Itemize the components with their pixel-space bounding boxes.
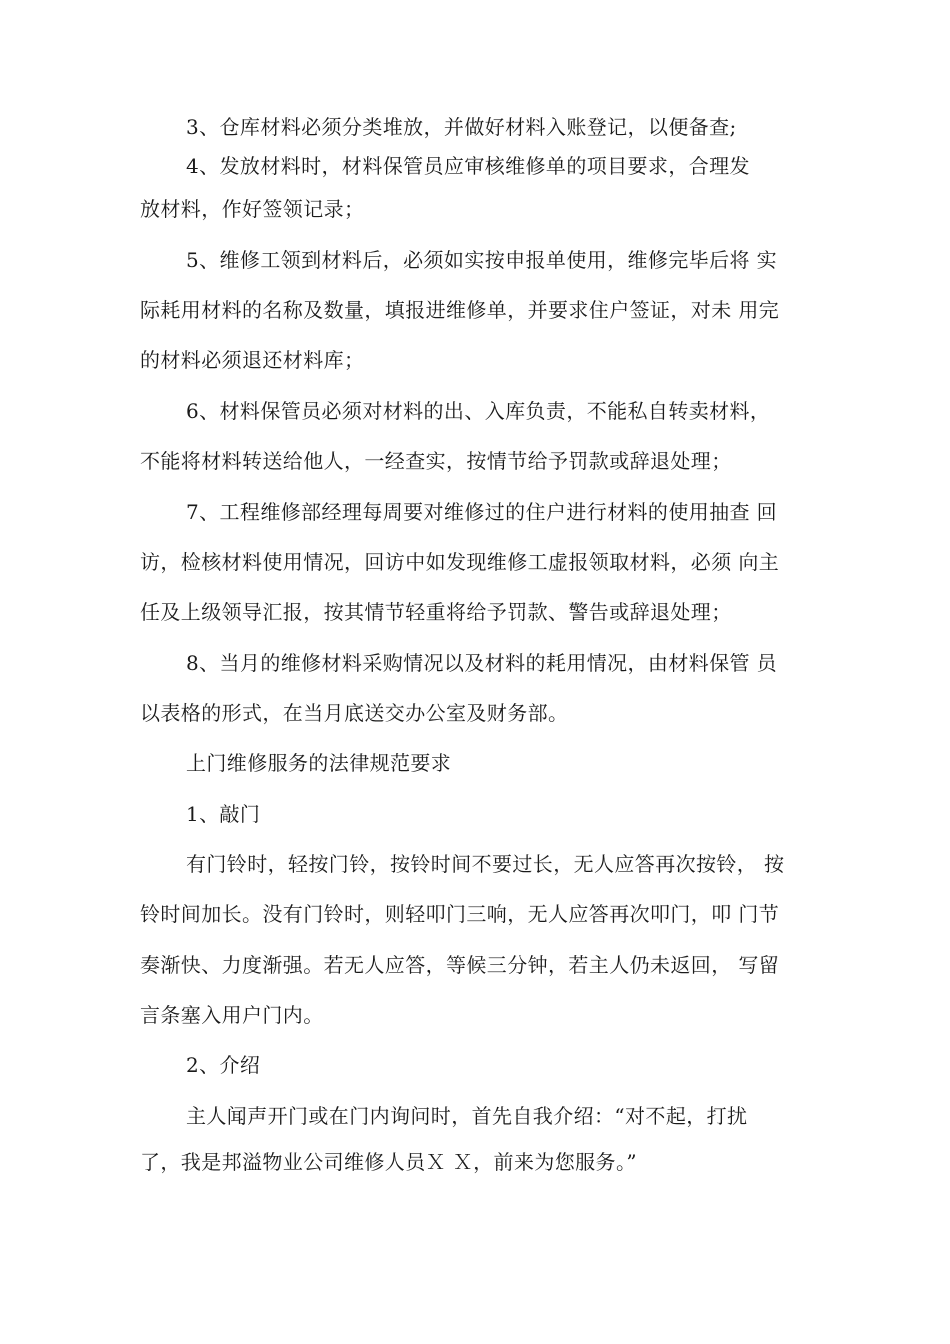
text-line: 6、材料保管员必须对材料的出、入库负责，不能私自转卖材料， [186, 399, 771, 423]
text-line: 言条塞入用户门内。 [140, 1003, 324, 1027]
subsection-heading: 1、敲门 [186, 802, 261, 826]
text-line: 4、发放材料时，材料保管员应审核维修单的项目要求，合理发 [186, 154, 750, 178]
text-line: 以表格的形式，在当月底送交办公室及财务部。 [140, 701, 569, 725]
text-line: 际耗用材料的名称及数量，填报进维修单，并要求住户签证，对未 用完 [140, 298, 780, 322]
text-line: 3、仓库材料必须分类堆放，并做好材料入账登记，以便备查; [186, 115, 737, 139]
text-line: 了，我是邦溢物业公司维修人员Ｘ Ｘ，前来为您服务。” [140, 1150, 637, 1174]
subsection-heading: 2、介绍 [186, 1053, 261, 1077]
text-line: 铃时间加长。没有门铃时，则轻叩门三响，无人应答再次叩门，叩 门节 [140, 902, 780, 926]
text-line: 有门铃时，轻按门铃，按铃时间不要过长，无人应答再次按铃， 按 [186, 852, 785, 876]
text-line: 8、当月的维修材料采购情况以及材料的耗用情况，由材料保管 员 [186, 651, 778, 675]
text-line: 5、维修工领到材料后，必须如实按申报单使用，维修完毕后将 实 [186, 248, 778, 272]
text-line: 访，检核材料使用情况，回访中如发现维修工虚报领取材料，必须 向主 [140, 550, 780, 574]
text-line: 主人闻声开门或在门内询问时，首先自我介绍：“对不起，打扰 [186, 1104, 748, 1128]
text-line: 任及上级领导汇报，按其情节轻重将给予罚款、警告或辞退处理； [140, 600, 732, 624]
text-line: 放材料，作好签领记录； [140, 197, 365, 221]
text-line: 不能将材料转送给他人，一经查实，按情节给予罚款或辞退处理； [140, 449, 732, 473]
text-line: 的材料必须退还材料库； [140, 348, 365, 372]
section-heading: 上门维修服务的法律规范要求 [186, 751, 452, 775]
text-line: 7、工程维修部经理每周要对维修过的住户进行材料的使用抽查 回 [186, 500, 778, 524]
text-line: 奏渐快、力度渐强。若无人应答，等候三分钟，若主人仍未返回， 写留 [140, 953, 780, 977]
